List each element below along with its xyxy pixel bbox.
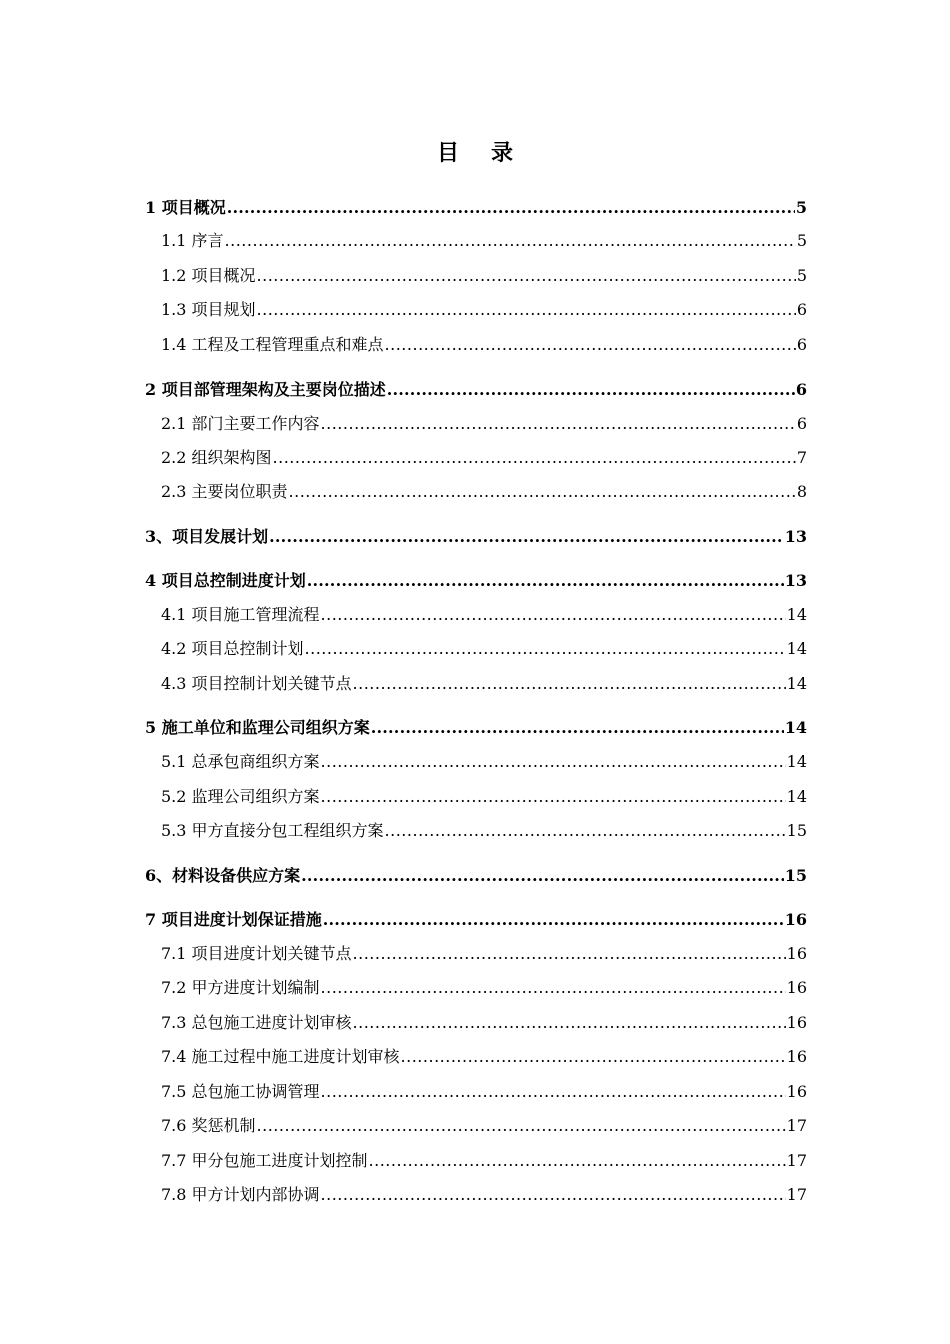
toc-chapter-entry[interactable] [145, 864, 807, 888]
toc-title-char-1: 目 [436, 140, 459, 166]
toc-dot-leader [321, 976, 786, 1000]
toc-chapter-entry[interactable] [145, 525, 807, 549]
toc-dot-leader [301, 864, 784, 888]
toc-section-entry[interactable] [161, 333, 807, 357]
toc-dot-leader [273, 446, 796, 470]
toc-dot-leader [269, 525, 784, 549]
toc-entry-page-number: 17 [786, 1151, 807, 1170]
toc-dot-leader [353, 1011, 786, 1035]
toc-section-entry[interactable] [161, 229, 807, 253]
toc-dot-leader [321, 785, 786, 809]
toc-section-entry[interactable] [161, 480, 807, 504]
toc-entry-page-number: 14 [786, 787, 807, 806]
toc-entry-page-number: 16 [786, 1047, 807, 1066]
toc-dot-leader [323, 908, 784, 932]
toc-entry-page-number: 5 [796, 266, 807, 285]
toc-entry-page-number: 5 [795, 198, 807, 217]
toc-entry-label: 7.8 甲方计划内部协调 [161, 1185, 320, 1204]
toc-entry-label: 7.2 甲方进度计划编制 [161, 978, 320, 997]
toc-section-entry[interactable] [161, 603, 807, 627]
toc-entry-page-number: 16 [786, 944, 807, 963]
toc-entry-page-number: 14 [784, 718, 807, 737]
toc-entry-page-number: 6 [796, 300, 807, 319]
toc-entry-label: 7.4 施工过程中施工进度计划审核 [161, 1047, 400, 1066]
toc-dot-leader [307, 569, 784, 593]
toc-entry-label: 4.2 项目总控制计划 [161, 639, 304, 658]
toc-entry-label: 2.2 组织架构图 [161, 448, 272, 467]
toc-entry-page-number: 15 [786, 821, 807, 840]
toc-title [0, 136, 950, 167]
toc-entry-page-number: 7 [796, 448, 807, 467]
toc-dot-leader [225, 229, 796, 253]
toc-entry-label: 5.1 总承包商组织方案 [161, 752, 320, 771]
toc-entry-page-number: 8 [796, 482, 807, 501]
toc-dot-leader [321, 1080, 786, 1104]
toc-chapter-entry[interactable] [145, 196, 807, 220]
toc-entry-page-number: 6 [796, 414, 807, 433]
toc-section-entry[interactable] [161, 1045, 807, 1069]
toc-section-entry[interactable] [161, 672, 807, 696]
toc-entry-label: 5 施工单位和监理公司组织方案 [145, 718, 370, 737]
toc-dot-leader [305, 637, 786, 661]
toc-entry-page-number: 6 [795, 380, 807, 399]
toc-entry-label: 1.1 序言 [161, 231, 224, 250]
toc-entry-label: 5.3 甲方直接分包工程组织方案 [161, 821, 384, 840]
toc-dot-leader [369, 1149, 786, 1173]
toc-entry-label: 1 项目概况 [145, 198, 226, 217]
toc-entry-page-number: 6 [796, 335, 807, 354]
toc-section-entry[interactable] [161, 1080, 807, 1104]
toc-entry-label: 7.3 总包施工进度计划审核 [161, 1013, 352, 1032]
toc-entry-page-number: 5 [796, 231, 807, 250]
toc-entry-page-number: 17 [786, 1185, 807, 1204]
toc-section-entry[interactable] [161, 412, 807, 436]
toc-dot-leader [353, 942, 786, 966]
toc-entry-label: 2.1 部门主要工作内容 [161, 414, 320, 433]
toc-entry-page-number: 13 [784, 527, 807, 546]
toc-entry-label: 7 项目进度计划保证措施 [145, 910, 322, 929]
toc-dot-leader [321, 603, 786, 627]
toc-entry-label: 2.3 主要岗位职责 [161, 482, 288, 501]
toc-dot-leader [289, 480, 796, 504]
toc-dot-leader [257, 1114, 786, 1138]
toc-chapter-entry[interactable] [145, 908, 807, 932]
toc-dot-leader [321, 412, 796, 436]
toc-chapter-entry[interactable] [145, 378, 807, 402]
toc-entry-label: 2 项目部管理架构及主要岗位描述 [145, 380, 386, 399]
toc-section-entry[interactable] [161, 264, 807, 288]
toc-section-entry[interactable] [161, 819, 807, 843]
toc-dot-leader [371, 716, 784, 740]
toc-entry-page-number: 15 [784, 866, 807, 885]
toc-entry-label: 7.7 甲分包施工进度计划控制 [161, 1151, 368, 1170]
toc-dot-leader [321, 1183, 786, 1207]
toc-entry-label: 4 项目总控制进度计划 [145, 571, 306, 590]
toc-dot-leader [257, 298, 796, 322]
toc-section-entry[interactable] [161, 1183, 807, 1207]
toc-entry-label: 4.3 项目控制计划关键节点 [161, 674, 352, 693]
toc-dot-leader [387, 378, 795, 402]
toc-entry-page-number: 17 [786, 1116, 807, 1135]
toc-chapter-entry[interactable] [145, 716, 807, 740]
toc-section-entry[interactable] [161, 942, 807, 966]
toc-section-entry[interactable] [161, 1149, 807, 1173]
toc-entry-label: 3、项目发展计划 [145, 527, 269, 546]
toc-chapter-entry[interactable] [145, 569, 807, 593]
toc-title-char-2: 录 [491, 140, 514, 166]
toc-entry-page-number: 16 [786, 1013, 807, 1032]
toc-entry-label: 7.6 奖惩机制 [161, 1116, 256, 1135]
toc-entry-page-number: 16 [784, 910, 807, 929]
toc-entry-label: 7.1 项目进度计划关键节点 [161, 944, 352, 963]
toc-entry-label: 1.2 项目概况 [161, 266, 256, 285]
toc-dot-leader [227, 196, 795, 220]
toc-section-entry[interactable] [161, 637, 807, 661]
toc-entry-page-number: 14 [786, 674, 807, 693]
toc-entry-page-number: 14 [786, 752, 807, 771]
toc-entry-label: 1.3 项目规划 [161, 300, 256, 319]
toc-section-entry[interactable] [161, 298, 807, 322]
toc-section-entry[interactable] [161, 976, 807, 1000]
toc-section-entry[interactable] [161, 750, 807, 774]
toc-entry-label: 7.5 总包施工协调管理 [161, 1082, 320, 1101]
toc-dot-leader [353, 672, 786, 696]
toc-section-entry[interactable] [161, 1114, 807, 1138]
toc-entry-label: 4.1 项目施工管理流程 [161, 605, 320, 624]
toc-entry-label: 6、材料设备供应方案 [145, 866, 301, 885]
toc-dot-leader [321, 750, 786, 774]
toc-dot-leader [385, 819, 786, 843]
toc-entry-label: 5.2 监理公司组织方案 [161, 787, 320, 806]
toc-section-entry[interactable] [161, 446, 807, 470]
toc-entry-page-number: 13 [784, 571, 807, 590]
toc-entry-page-number: 14 [786, 639, 807, 658]
toc-section-entry[interactable] [161, 785, 807, 809]
toc-section-entry[interactable] [161, 1011, 807, 1035]
toc-dot-leader [401, 1045, 786, 1069]
toc-entry-page-number: 16 [786, 978, 807, 997]
toc-entry-page-number: 14 [786, 605, 807, 624]
toc-entry-label: 1.4 工程及工程管理重点和难点 [161, 335, 384, 354]
toc-dot-leader [385, 333, 796, 357]
toc-entry-page-number: 16 [786, 1082, 807, 1101]
toc-dot-leader [257, 264, 796, 288]
